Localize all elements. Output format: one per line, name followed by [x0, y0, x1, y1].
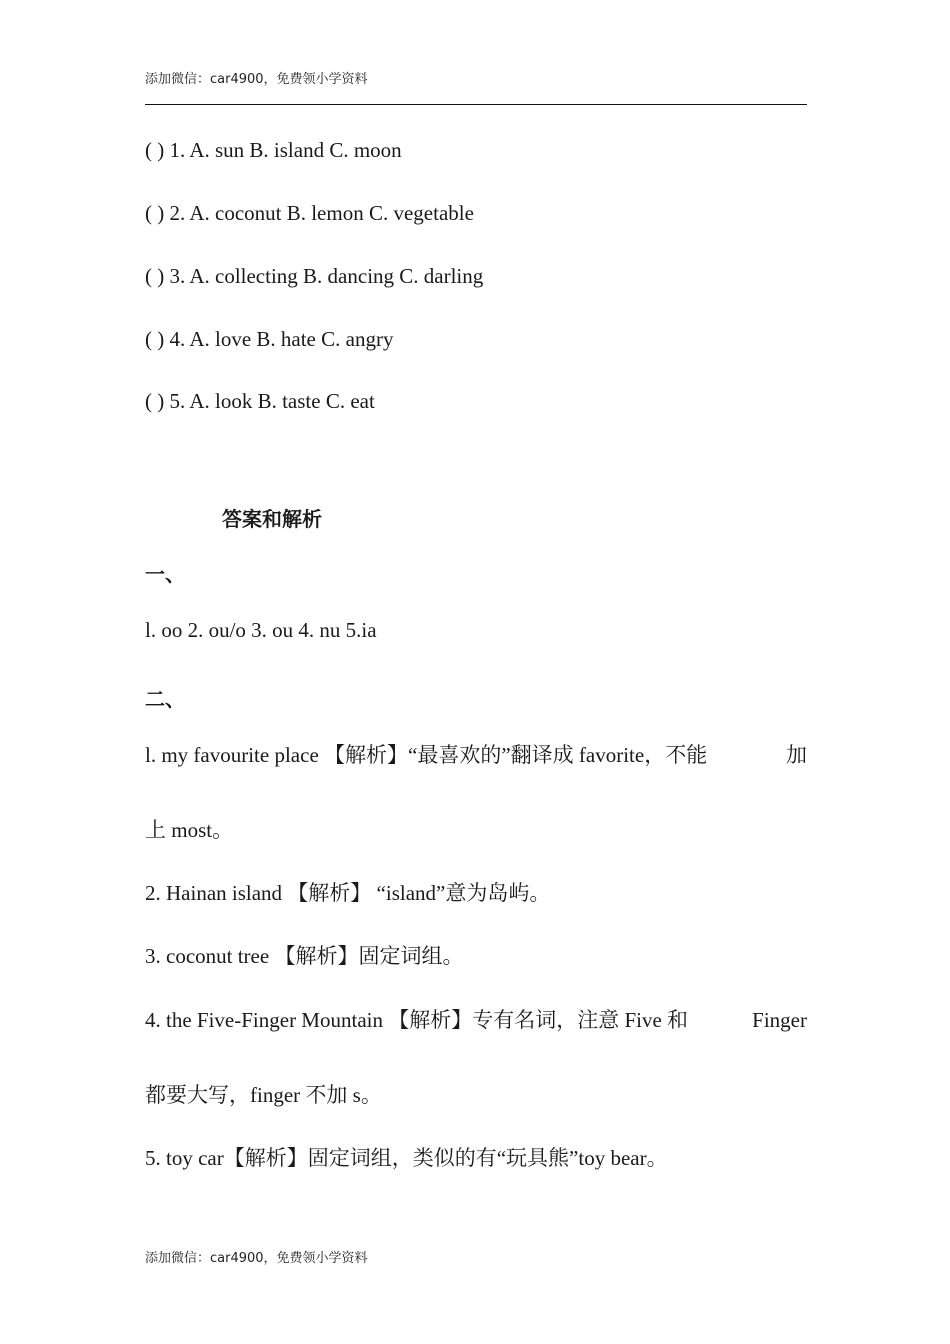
answer-4-text: 4. the Five-Finger Mountain 【解析】专有名词，注意 Five 和 [145, 1008, 689, 1032]
header-note: 添加微信：car4900，免费领小学资料 [145, 72, 368, 87]
question-1: ( ) 1. A. sun B. island C. moon [145, 138, 402, 162]
question-3: ( ) 3. A. collecting B. dancing C. darling [145, 264, 484, 288]
part1-answers: l. oo 2. ou/o 3. ou 4. nu 5.ia [145, 618, 377, 642]
answer-1-text: l. my favourite place 【解析】“最喜欢的”翻译成 favorite，不能 [145, 743, 708, 767]
part1-label: 一、 [145, 562, 185, 586]
answer-1-line1 [145, 745, 807, 766]
header-divider [145, 104, 807, 105]
answer-3: 3. coconut tree 【解析】固定词组。 [145, 944, 464, 968]
footer-note: 添加微信：car4900，免费领小学资料 [145, 1251, 368, 1266]
answer-4-line2: 都要大写，finger 不加 s。 [145, 1083, 382, 1107]
answer-5: 5. toy car【解析】固定词组，类似的有“玩具熊”toy bear。 [145, 1146, 668, 1170]
question-5: ( ) 5. A. look B. taste C. eat [145, 389, 375, 413]
answers-title: 答案和解析 [222, 507, 322, 531]
answer-4-line1 [145, 1010, 807, 1031]
answer-4-tail: Finger [752, 1008, 807, 1032]
question-2: ( ) 2. A. coconut B. lemon C. vegetable [145, 201, 474, 225]
answer-2: 2. Hainan island 【解析】 “island”意为岛屿。 [145, 881, 551, 905]
question-4: ( ) 4. A. love B. hate C. angry [145, 327, 394, 351]
answer-1-line2: 上 most。 [145, 818, 234, 842]
answer-1-tail: 加 [786, 743, 807, 767]
part2-label: 二、 [145, 687, 185, 711]
